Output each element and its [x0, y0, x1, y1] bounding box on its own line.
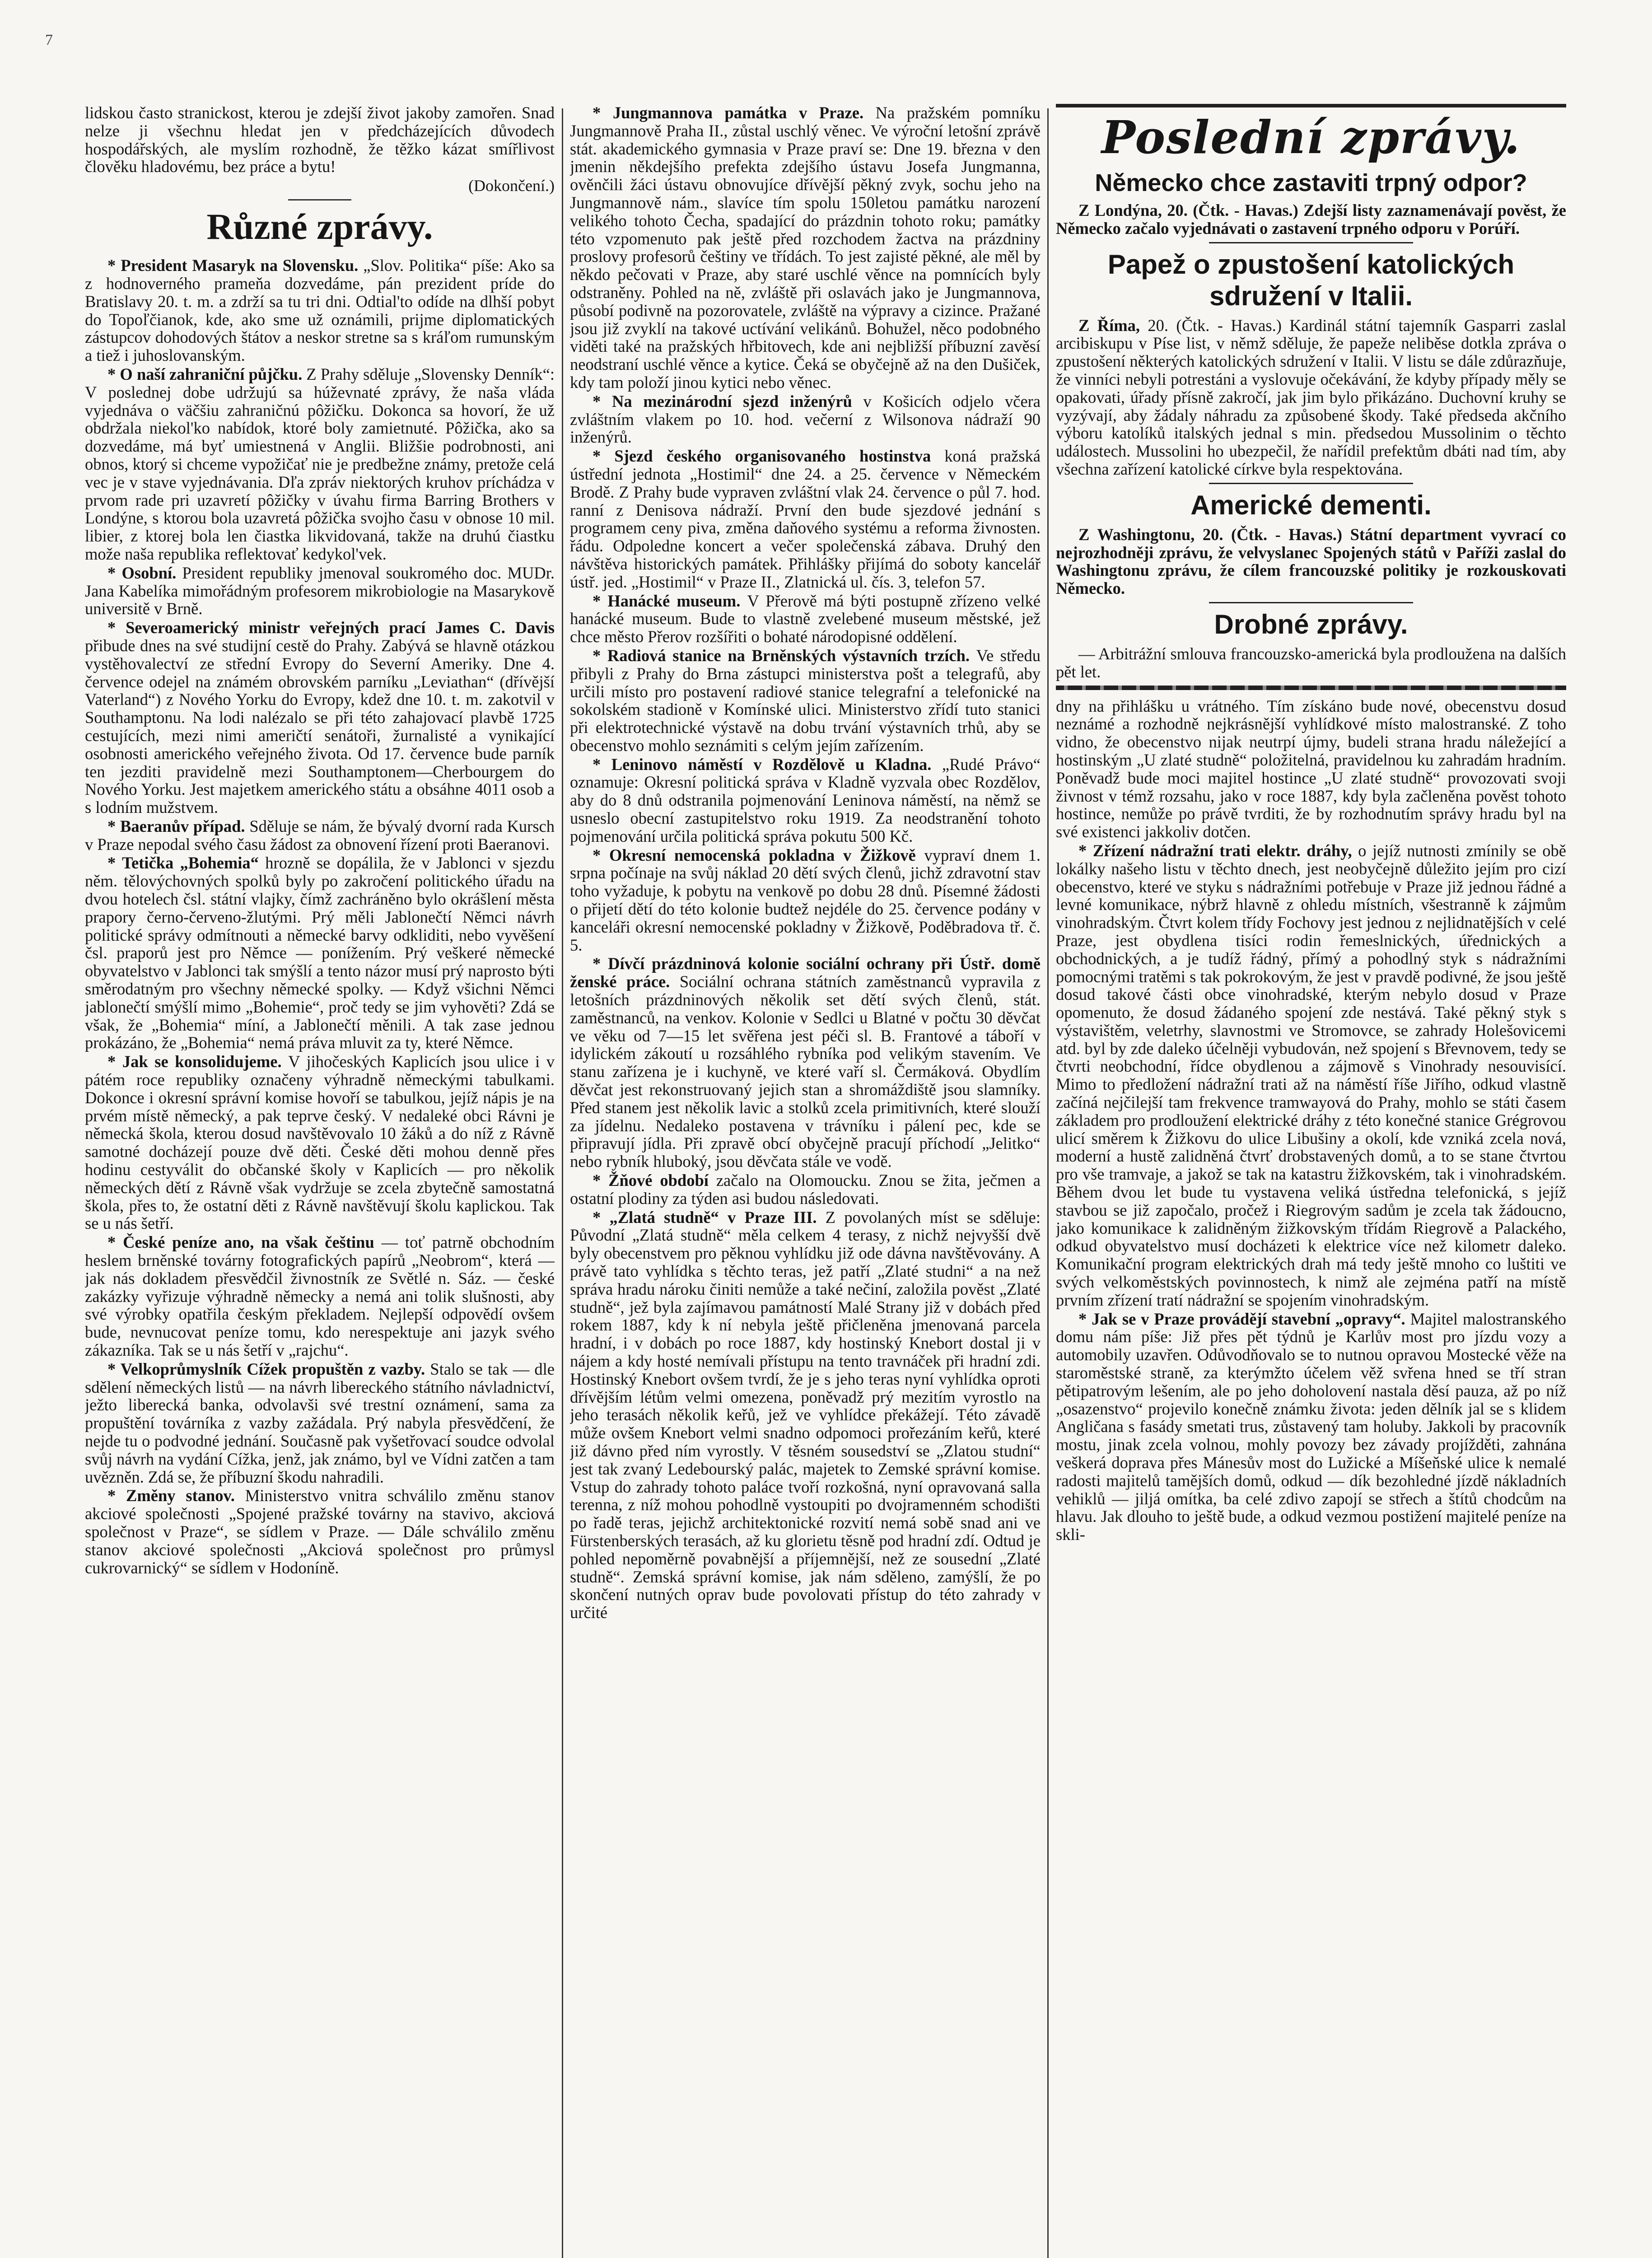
news-item-text: hrozně se dopálila, že v Jablonci v sjezdu něm. tělovýchovných spolků byly po zakročení politického úřadu na dvou hotelech čsl. státní vlajky, čímž zachráněno bylo okrášlení města prapory černo-červeno-žlutými. Prý měli Jablonečtí Němci návrh politické správy odmítnouti a německé barvy odkliditi, nebo vyvěšení čsl. praporů jest pro Němce — ponížením. Prý veškeré německé obyvatelstvo v Jablonci tak smýšlí a tento názor musí prý naprosto býti směrodatným pro všechny německé spolky. — Když všichni Němci jablonečtí smýšlí mimo „Bohemie“, proč tedy se jim vyhověti? Zdá se však, že „Bohemia“ míní, a Jablonečtí měnili. A tak zase jednou prokázáno, že „Bohemia“ nemá práva mluvit za ty, které Němce. [85, 854, 555, 1052]
column-3 [1056, 104, 1566, 2258]
news-item [570, 955, 1041, 1171]
latest-news-blocks [1056, 169, 1566, 681]
news-item-headline: * Radiová stanice na Brněnských výstavních trzích. [593, 646, 976, 665]
news-item-headline: * Severoamerický ministr veřejných prací James C. Davis [107, 618, 555, 637]
news-item-headline: * Velkoprůmyslník Cížek propuštěn z vazby. [107, 1359, 430, 1378]
news-item-text: koná pražská ústřední jednota „Hostimil“ dne 24. a 25. července v Německém Brodě. Z Prahy bude vypraven zvláštní vlak 24. července o půl 7. hod. ranní z Denisova nádraží. První den bude sjezdové jednání s programem ceny piva, změna daňového systému a reforma živnosten. řádu. Odpoledne koncert a večer společenská zábava. Druhý den návštěva historických památek. Přihlášky přijímá do soboty kancelář ústř. jed. „Hostimil“ v Praze II., Zlatnická ul. čís. 3, telefon 57. [570, 447, 1041, 591]
news-item [570, 104, 1041, 392]
section-title: Různé zprávy. [206, 206, 433, 247]
news-item-headline: * Jak se v Praze provádějí stavební „opravy“. [1078, 1309, 1410, 1328]
page-number: 7 [45, 32, 53, 48]
column-rule-left [562, 108, 563, 2258]
news-item [570, 392, 1041, 446]
news-item-headline: * Jak se konsolidujeme. [107, 1052, 289, 1071]
news-item-text: přibude dnes na své studijní cestě do Prahy. Zabývá se hlavně otázkou vystěhovalectví ze střední Evropy do Severní Ameriky. Dne 4. července odejel na známém obrovském parníku „Leviathan“ (dřívější Vaterland“) z Nového Yorku do Evropy, kdež dne 10. t. m. zakotvil v Southamptonu. Na lodi nalézalo se při této zahajovací plavbě 1725 cestujících, mezi nimi američtí senátoři, žurnalisté a vynikající osobnosti amerického veřejného života. Od 17. července bude parník ten jezditi pravidelně mezi Southamptonem—Cherbourgem do Nového Yorku. Jest majetkem amerického státu a obsáhne 4011 osob a s lodním mužstvem. [85, 636, 555, 817]
news-item [85, 1360, 555, 1486]
news-items-col3 [1056, 842, 1566, 1544]
news-item [1056, 1310, 1566, 1544]
news-item-text: Ministerstvo vnitra schválilo změnu stanov akciové společnosti „Spojené pražské továrny na stavivo, akciová společnost v Praze“, se sídlem v Praze. — Dále schválilo změnu stanov akciové společnosti „Akciová společnost pro průmysl cukrovarnický“ se sídlem v Hodoníně. [85, 1486, 555, 1577]
news-item [570, 756, 1041, 845]
latest-news-paragraph [1056, 317, 1566, 478]
news-item-text: Z povolaných míst se sděluje: Původní „Zlatá studně“ měla celkem 4 terasy, z nichž nejvyšší dvě byly obecenstvem pro pěknou vyhlídku již ode dávna navštěvovány. A právě tato vyhlídka s těchto teras, jež patří „Zlaté studni“ a na než správa hradu nároku činiti nemůže a také nečiní, založila pověst „Zlaté studně“, jež byla zajímavou památností Malé Strany již v dobách před rokem 1887, kdy k ní nebyla ještě přičleněna jmenovaná parcela hradní, i v dobách po roce 1887, kdy hostinský Knebort dostal ji v nájem a kdy hosté nemívali přístupu na tento travnáček při hradní zdi. Hostinský Knebort ovšem tvrdí, že je s jeho teras nyní vyhlídka oproti dřívějším létům velmi omezena, poněvadž prý mezitím vyrostlo na jeho terasách několik keřů, jež ve vyhlídce překážejí. Této závadě může ovšem Knebort velmi snadno odpomoci prořezáním keřů, které již dávno před ním vyrostly. V těsném sousedství se „Zlatou studní“ jest tak zvaný Ledebourský palác, majetek to Zemské správní komise. Vstup do zahrady tohoto paláce tvoří rozkošná, nyní opravovaná salla terenna, z níž mohou pohodlně vystoupiti po dvojramenném schodišti po řadě teras, jejichž architektonické rozvití nemá sobě snad ani ve Fürstenberských terasách, až ku glorietu těsně pod hradní zdí. Odtud je pohled nepoměrně povabnější a příjemnější, než ze sousední „Zlaté studně“. Zemská správní komise, jak nám sděleno, zamýšlí, že po skončení nutných oprav bude povolovati přístup do této zahrady v určité [570, 1208, 1041, 1622]
latest-news-text: 20. (Čtk. - Havas.) Zdejší listy zaznamenávají pověst, že Německo začalo vyjednávati o zastavení trpného odporu v Porúří. [1056, 201, 1566, 238]
block-separator [1209, 602, 1413, 603]
news-item [570, 1171, 1041, 1208]
news-item-headline: * Jungmannova památka v Praze. [593, 104, 876, 122]
news-item-headline: * „Zlatá studně“ v Praze III. [593, 1208, 826, 1227]
column-rule-right [1047, 108, 1049, 2258]
latest-news-paragraph [1056, 201, 1566, 238]
news-item-text: — toť patrně obchodním heslem brněnské továrny fotografických papírů „Neobrom“, která — jak nás dokladem přesvědčil živnostník ze Světlé n. Sáz. — české zakázky vyřizuje výhradně německy a nemá ani tolik slušnosti, aby své výrobky opatřila českým překladem. Nejlepší odpovědí ovšem bude, nevnucovat peníze tomu, kdo nerespektuje ani jazyk svého zákazníka. Tak se u nás šetří v „rajchu“. [85, 1233, 555, 1359]
news-items-col1 [85, 257, 555, 1577]
news-item-text: Sociální ochrana státních zaměstnanců vypravila z letošních prázdninových několik set dětí svých členů, stát. zaměstnanců, na venkov. Kolonie v Sedlci u Blatné v počtu 30 děvčat ve věku od 7—15 let svěřena jest péči sl. B. Frantové a táboří v idylickém zákoutí u rozsáhlého rybníka pod velikým stavením. Ve stanu zařízena je i kuchyně, ve které vaří sl. Čermáková. Obydlím děvčat jest rekonstruovaný jejich stan a shromáždiště jsou slamníky. Před stanem jest několik lavic a stolků zcela primitivních, které slouží za jídelnu. Nedaleko postavena v trávníku i pálení pec, kde se připravují jídla. Při zpravě obcí obyčejně pracují příchodí „Jelitko“ nebo rybník hluboký, jsou děvčata stále ve vodě. [570, 972, 1041, 1171]
latest-news-masthead: Poslední zprávy. [1101, 111, 1521, 164]
news-item-text: President republiky jmenoval soukromého doc. MUDr. Jana Kabelíka mimořádným profesorem mikrobiologie na Masarykově universitě v Brně. [85, 563, 555, 618]
news-item [85, 564, 555, 618]
news-item-headline: * Na mezinárodní sjezd inženýrů [593, 392, 863, 411]
continued-paragraph: dny na přihlášku u vrátného. Tím získáno bude nové, obecenstvu dosud neznámé a rozhodně nejkrásnější vyhlídkové místo malostranské. Z toho vidno, že obecenstvo nijak neutrpí újmy, budeli strana hradu náležející a hostinským „U zlaté studně“ položitelná, pravidelnou ku zahradám hradním. Poněvadž bude moci majitel hostince „U zlaté studně“ provozovati svoji živnost v témž rozsahu, jako v roce 1887, kdy byla začleněna pověst tohoto hostince, nemůže po právě tvrditi, že by rozhodnutím správy hradu byl na své existenci jakkoliv dotčen. [1056, 696, 1566, 841]
news-item-headline: * České peníze ano, na však češtinu [107, 1233, 382, 1252]
news-item-text: „Rudé Právo“ oznamuje: Okresní politická správa v Kladně vyzvala obec Rozdělov, aby do 8 dnů odstranila pojmenování Leninova náměstí, na němž se usneslo obecní zastupitelstvo roku 1919. Za neodstranění tohoto pojmenování určila politická správa pokutu 500 Kč. [570, 755, 1041, 845]
news-item-text: Sděluje se nám, že bývalý dvorní rada Kursch v Praze nepodal svého času žádost za obnovení řízení proti Baeranovi. [85, 816, 555, 854]
news-item [85, 817, 555, 854]
news-item-text: začalo na Olomoucku. Znou se žita, ječmen a ostatní plodiny za týden asi budou následovati. [570, 1171, 1041, 1208]
news-item-text: Majitel malostranského domu nám píše: Již přes pět týdnů je Karlův most pro jízdu vozy a automobily uzavřen. Odůvodňovalo se to nutnou opravou Mostecké věže na staroměstské straně, za kterýmžto účelem věž svřena hned se tří stran pětipatrovým lešením, ale po jeho doholovení nastala děsí pauza, až po níž „osazenstvo“ projevilo konečně známku života: jeden dělník jal se s klidem Angličana s fasády smetati trus, zůstavený tam holuby. Jakkoli by pracovník mostu, jinak zcela volnou, mohly povozy bez závady projížděti, zahnána veškerá doprava přes Mánesův most do Lužické a Míšeňské ulice k nemalé radosti majitelů tamějších domů, odkud — dík bezohledné jízdě nákladních vehiklů — jiljá omítka, ba celé zdivo zapojí se střech a štítů chodcům na hlavu. Jak dlouho to ještě bude, a odkud vezmou postižení majitelé peníze na skli- [1056, 1309, 1566, 1544]
latest-news-headline: Americké dementi. [1190, 490, 1432, 520]
masthead-top-rule [1056, 104, 1566, 107]
news-item-headline: * Okresní nemocenská pokladna v Žižkově [593, 845, 924, 864]
news-item [85, 1053, 555, 1232]
latest-news-headline: Papež o zpustošení katolických sdružení v Italii. [1107, 249, 1515, 311]
news-item [570, 1208, 1041, 1622]
separator [288, 199, 351, 201]
news-item-headline: * Leninovo náměstí v Rozdělově u Kladna. [593, 755, 942, 774]
news-item-text: o jejíž nutnosti zmínily se obě lokálky našeho listu v těchto dnech, jest neobyčejně důležito jejím pro cizí obecenstvo, které ve styku s nádražními potřebuje v Praze již jednou řádné a levné komunikace, nýbrž hlavně z ohledu místních, všestranně k zájmům vinohradským. Čtvrt kolem třídy Fochovy jest jednou z nejlidnatějších v celé Praze, jest obydlena tisíci rodin řemeslnických, úřednických a obchodnických, a je tudíž řádný, přímý a pohodlný styk s nádražními pomocnými tratěmi s tak pokrokovým, že jest v pravdě podivné, že jsou ještě dosud takové části obce vinohradské, kterým nebylo dosud v Praze opomenuto, že dosud žádaného spojení zde nestává. Také pěkný styk s výstavištěm, veletrhy, slavnostmi ve Stromovce, se zahrady Holešovicemi atd. byl by zde daleko účelněji vybudován, než spojení s Břevnovem, tedy se čtvrti neobchodní, řídce obydlenou a zájmově s Vinohrady nesouvisící. Mimo to předložení nádražní trati až na náměstí říše Jiřího, odkud vlastně začíná nejčilejší tam frekvence tramwayová do Prahy, mohlo se státi časem základem pro prodloužení elektrické dráhy z této konečné stanice Grégrovou ulicí směrem k Žižkovu do ulice Libušiny a okolí, kde vzniká zcela nová, moderní a hustě zalidněná čtvrť drobstavených domů, a to se stane čtvrtou pro vše tramvaje, a jakož se tak na katastru žižkovském, tak i vinohradském. Během dvou let bude tu vystavena veliká ústředna telefonická, s jejíž stavbou se již započalo, pročež i Riegrovým sadům je zcela tak žádoucno, jako komunikace k zalidněným žižkovským třídám Riegrově a Palackého, odkud obyvatelstvo musí docházeti k elektrice více než kilometr daleko. Komunikační program elektrických drah má tedy ještě mnoho co luštiti ve svých velkoměstských povinnostech, k nimž ale zejména patří na místě prvním zřízení tratí nádražní se spojením vinohradským. [1056, 841, 1566, 1309]
news-item-headline: * Tetička „Bohemia“ [107, 854, 266, 872]
news-item-text: Na pražském pomníku Jungmannově Praha II., zůstal uschlý věnec. Ve výroční letošní zprávě stát. akademického gymnasia v Praze praví se: Dne 19. března v den jmenin někdejšího prefekta zdejšího ústavu Josefa Jungmanna, ověnčili žáci ústavu obnovujíce dřívější pěkný zvyk, sochu jeho na Jungmannově nám., slavíce tím spolu 150letou památku narození velikého tohoto Čecha, spadající do prázdnin tohoto roku; památky této vzpomenuto pak ještě před rozchodem žactva na prázdniny proslovy profesorů češtiny ve třídách. To jest zajisté pěkné, ale měl by někdo pečovati v Praze, aby staré uschlé věnce na pomnících byly odstraněny. Pohled na ně, zvláště při oslavách jako je Jungmannova, působí podivně na pozorovatele, zvláště na výpravy a cizince. Pražané jsou již zvyklí na takové uctívání velikánů. Bohužel, něco podobného viděti také na pražských hřbitovech, kde ani nejbližší příbuzní zavěsí neodstraní uschlé věnce a kytice. Čeká se obyčejně až na den Dušiček, kdy tam položí jinou kytici nebo věnec. [570, 104, 1041, 392]
news-item-text: V Přerově má býti postupně zřízeno velké hanácké museum. Bude to vlastně zvelebené museum městské, jež chce město Přerov rozšířiti o bohaté národopisné oddělení. [570, 591, 1041, 646]
news-item [85, 257, 555, 364]
news-item [85, 1233, 555, 1359]
latest-news-headline: Německo chce zastaviti trpný odpor? [1095, 169, 1527, 196]
news-item-text: Stalo se tak — dle sdělení německých listů — na návrh libereckého státního návladnictví, ježto liberecká banka, odvolavši své trestní oznámení, sama za propuštění továrníka z vazby zažádala. Prý nabyla přesvědčení, že nejde tu o podvodné jednání. Současně pak vyšetřovací soudce odvolal svůj návrh na vydání Cížka, jenž, jak známo, byl ve Vídni zatčen a tam uvězněn. Zdá se, že příbuzní škodu nahradili. [85, 1359, 555, 1486]
latest-news-headline: Drobné zprávy. [1214, 609, 1408, 639]
news-item-headline: * President Masaryk na Slovensku. [107, 256, 364, 275]
news-item-text: v Košicích odjelo včera zvláštním vlakem po 10. hod. večerní z Wilsonova nádraží 90 inženýrů. [570, 392, 1041, 447]
latest-news-paragraph [1056, 645, 1566, 681]
news-item-text: „Slov. Politika“ píše: Ako sa z hodnoverného prameňa dozvedáme, pán prezident príde do Bratislavy 20. t. m. a zdrží sa tu tri dni. Odtial'to odíde na dlhší pobyt do Topoľčianok, kde, ako sme už oznámili, prijme diplomatických zástupcov dohodových štátov a neskor stretne sa s kráľom rumunským a tiež i juhoslovanským. [85, 256, 555, 365]
news-item [570, 592, 1041, 646]
news-item [570, 846, 1041, 954]
block-separator [1209, 242, 1413, 243]
news-item-headline: * Hanácké museum. [593, 591, 747, 610]
news-item-text: Ve středu přibyli z Prahy do Brna zástupci ministerstva pošt a telegrafů, aby určili místo pro postavení radiové stanice telegrafní a telefonické na sokolském stadioně v Komínské ulici. Ministerstvo zřídí tuto stanici při elektrotechnické výstavě na dobu trvání výstavních trhů, aby se obecenstvo mohlo seznámiti s celým jejím zařízením. [570, 646, 1041, 755]
latest-news-text: 20. (Čtk. - Havas.) Státní department vyvrací co nejrozhodněji zprávu, že velvyslanec Spojených států v Paříži zaslal do Washingtonu zprávu, že cílem francouzské politiky je rozkouskovati Německo. [1056, 525, 1566, 598]
intro-signature: (Dokončení.) [468, 177, 555, 195]
news-item-headline: * Zřízení nádražní trati elektr. dráhy, [1078, 841, 1358, 860]
news-item [1056, 842, 1566, 1309]
latest-news-bottom-rule [1056, 686, 1566, 690]
news-item-headline: * Dívčí prázdninová kolonie sociální ochrany při Ústř. domě ženské práce. [570, 954, 1041, 991]
latest-news-dateline: Z Washingtonu, [1078, 525, 1203, 544]
news-item [85, 1487, 555, 1577]
intro-paragraph: lidskou často stranickost, kterou je zdejší život jakoby zamořen. Snad nelze ji všechnu hledat jen v předcházejících důvodech hospodářských, ale myslím rozhodně, že těžko kázat smířlivost člověku hladovému, bez práce a bytu! [85, 104, 555, 176]
latest-news-paragraph [1056, 526, 1566, 597]
news-item-headline: * Žňové období [593, 1171, 716, 1190]
column-1 [85, 104, 555, 2258]
news-item-headline: * Osobní. [107, 563, 182, 582]
news-items-col2 [570, 104, 1041, 1622]
news-item-text: V jihočeských Kaplicích jsou ulice i v pátém roce republiky označeny výhradně německými tabulkami. Dokonce i okresní správní komise hovoří se tabulkou, jejíž nápis je na prvém místě německý, a pak teprve český. V nedaleké obci Rávni je německá škola, kterou dosud navštěvovalo 10 žáků a do níž z Rávně samotné docházejí pouze dvě děti. České děti mohou denně přes hodinu cestyválit do občanské školy v Kaplicích — pro několik německých dětí z Rávně však vydržuje se zcela zbytečně samostatná škola, přes to, že ostatní děti z Rávně navštěvují školu kaplickou. Tak se u nás šetří. [85, 1052, 555, 1233]
news-item [85, 619, 555, 816]
news-item [570, 447, 1041, 591]
news-item-text: vypraví dnem 1. srpna počínaje na svůj náklad 20 dětí svých členů, jichž zdravotní stav toho vyžaduje, k pobytu na venkově po dobu 28 dnů. Písemné žádosti o přijetí dětí do této kolonie budtež nejdéle do 25. července podány v kanceláři okresní nemocenské pokladny v Žižkově, Poděbradova tř. č. 5. [570, 845, 1041, 954]
news-item [85, 365, 555, 563]
news-item-headline: * Sjezd českého organisovaného hostinstva [593, 447, 945, 466]
column-2 [570, 104, 1041, 2258]
latest-news-text: 20. (Čtk. - Havas.) Kardinál státní tajemník Gasparri zaslal arcibiskupu v Píse list, v němž sděluje, že papeže neliběse dotkla zpráva o zpustošení některých katolických sdružení v Italii. V listu se dále zdůrazňuje, že vinníci nebyli potrestáni a vyslovuje očekávání, že kdyby případy měly se opakovati, úřady přísně zakročí, jak jim bylo přikázáno. Duchovní kruhy se vyzývají, aby žádaly náhradu za způsobené škody. Také předseda akčního výboru katolíků italských jednal s min. předsedou Mussolinim o těchto událostech. Mussolini ho ubezpečil, že nařídil prefektům dbáti nad tím, aby všechna zařízení katolické církve byla respektována. [1056, 316, 1566, 478]
latest-news-dateline: Z Říma, [1078, 316, 1148, 335]
block-separator [1209, 483, 1413, 484]
news-item-headline: * Baeranův případ. [107, 816, 250, 835]
latest-news-dateline: Z Londýna, [1078, 201, 1167, 219]
news-item [85, 854, 555, 1052]
news-item [570, 647, 1041, 755]
news-item-text: Z Prahy sděluje „Slovensky Denník“: V poslednej dobe udržujú sa húževnaté zprávy, že naša vláda vyjednáva o väčšiu zahraničnú pôžičku. Dokonca sa hovorí, že už obdržala niekol'ko nabídok, ktoré boly zamietnuté. Pôžička, ako sa dozvedáme, má byť umiestnená v Anglii. Bližšie podrobnosti, ani obnos, ktorý si chceme vypožičať nie je predbežne známy, pretože celá vec je v stave vyjednávania. Dľa zpráv niektorých kruhov príchádza v prvom rade pri uzavretí pôžičky v úvahu firma Barring Brothers v Londýne, s ktorou bola uzavretá pôžička svojho času v obnose 10 mil. libier, z ktorej bola len čiastka likvidovaná, takže na druhú čiastku može naša republika reflektovať kedykol'vek. [85, 364, 555, 563]
news-item-headline: * O naší zahraniční půjčku. [107, 364, 307, 383]
latest-news-text: — Arbitrážní smlouva francouzsko-americká byla prodloužena na dalších pět let. [1056, 644, 1566, 681]
news-item-headline: * Změny stanov. [107, 1486, 245, 1505]
